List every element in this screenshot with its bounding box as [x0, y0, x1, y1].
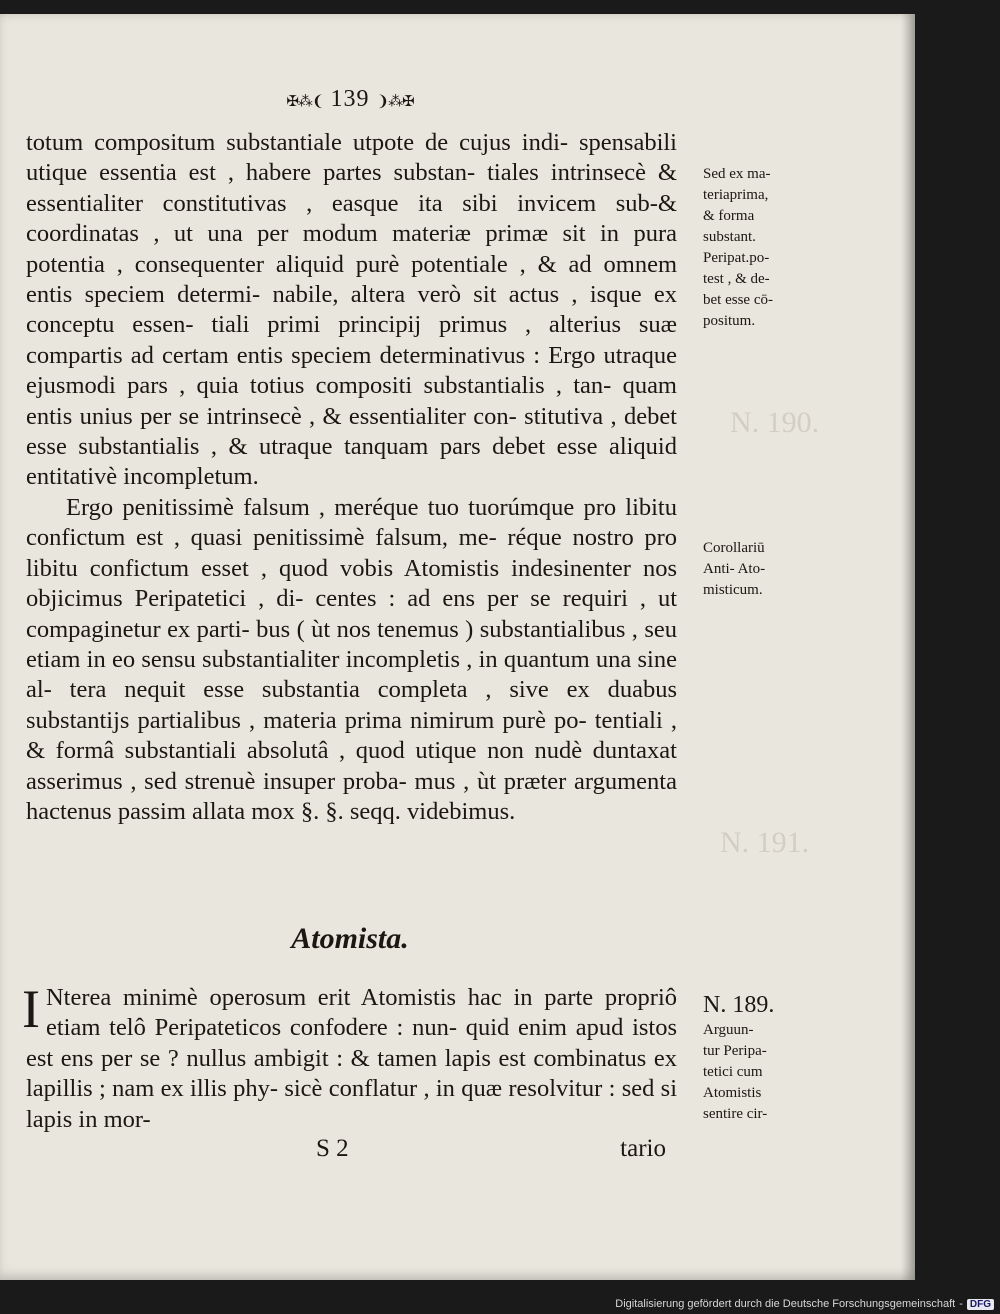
text-line: Ergo penitissimè falsum , meréque tuo tuorúmque: [66, 493, 584, 521]
text-line: tera nequit esse substantia completa , sive ex duabus: [69, 676, 677, 704]
margin-line: tetici cum: [703, 1064, 763, 1080]
text-line: substantijs partialibus , materia prima nimirum purè po-: [26, 706, 595, 734]
section-2-text: [22, 979, 678, 1135]
text-line: réque nostro pro libitu confictum esset , quod vobis: [26, 524, 677, 582]
margin-line: sentire cir-: [703, 1106, 768, 1122]
main-text: [26, 128, 677, 827]
catchword: tario: [620, 1135, 666, 1162]
text-line: quam entis unius per se intrinsecè , & essentialiter con-: [26, 372, 677, 430]
section-heading: Atomista.: [291, 922, 409, 955]
text-line: Atomistis indesinenter nos objicimus Peripatetici , di-: [26, 554, 677, 613]
marginal-note-2: [703, 538, 765, 601]
text-line: mus , ùt præter argumenta hactenus passim allata mox: [26, 767, 677, 825]
text-line: centes : ad ens per se requiri , ut compaginetur ex parti-: [26, 585, 678, 643]
text-line: tiales intrinsecè & essentialiter constitutivas , easque: [26, 159, 677, 217]
margin-line: Anti- Ato-: [703, 561, 766, 577]
text-line: stitutiva , debet esse substantialis , & utraque tanquam: [26, 402, 677, 461]
margin-line: teriaprima,: [703, 187, 769, 203]
right-ornament: ❩⁂✠: [376, 94, 414, 110]
text-line: pro libitu confictum est , quasi penitissimè falsum, me-: [26, 493, 677, 552]
text-line: sensu substantialiter incompletis , in quantum una sine al-: [26, 645, 677, 704]
text-line: totum compositum substantiale utpote de cujus indi-: [26, 129, 579, 156]
text-line: purè potentiale , & ad omnem entis speciem determi-: [26, 250, 677, 309]
text-line: ita sibi invicem sub-& coordinatas , ut una per modum: [26, 189, 677, 248]
margin-line: Arguun-: [703, 1022, 754, 1038]
drop-cap: I: [22, 979, 40, 1039]
credit-text: Digitalisierung gefördert durch die Deutsche Forschungsgemeinschaft: [615, 1298, 956, 1310]
text-line: propriô etiam telô Peripateticos confodere : nun-: [45, 984, 677, 1042]
margin-line: Sed ex ma-: [703, 166, 771, 182]
text-line: tiali primi principij primus , alterius suæ compartis ad: [26, 311, 677, 369]
text-line: spensabili utique essentia est , habere partes substan-: [26, 129, 677, 187]
marginal-note-1: [703, 164, 773, 332]
text-line: certam entis speciem determinativus : Ergo utraque: [162, 341, 677, 369]
bleed-through-text: N. 191.: [720, 826, 810, 859]
margin-line: tur Peripa-: [703, 1043, 767, 1059]
dfg-logo-icon: DFG: [967, 1299, 994, 1310]
margin-line: test , & de-: [703, 271, 770, 287]
text-line: ejusmodi pars , quia totius compositi substantialis , tan-: [26, 372, 623, 400]
margin-number: N. 189.: [703, 992, 775, 1018]
margin-line: substant.: [703, 229, 756, 245]
bleed-through-text: N. 190.: [730, 406, 820, 439]
margin-line: & forma: [703, 208, 755, 224]
margin-line: Peripat.po-: [703, 250, 770, 266]
text-line: §. §. seqq. videbimus.: [300, 797, 516, 825]
paragraph-1: [26, 128, 677, 493]
text-line: nudè duntaxat asserimus , sed strenuè insuper proba-: [26, 737, 677, 795]
page-header: [250, 86, 450, 113]
margin-line: Corollariū: [703, 540, 765, 556]
text-line: bus ( ùt nos tenemus ) substantialibus , seu etiam in eo: [26, 615, 677, 673]
paragraph-2: [26, 493, 677, 827]
digitization-credit: Digitalisierung gefördert durch die Deutsche Forschungsgemeinschaft - DFG: [615, 1298, 994, 1310]
page-number: 139: [330, 86, 370, 112]
margin-line: misticum.: [703, 582, 763, 598]
text-line: tentiali , & formâ substantiali absolutâ , quod utique non: [26, 706, 677, 765]
marginal-note-3: [703, 990, 774, 1125]
left-ornament: ✠⁂❨: [286, 94, 324, 110]
text-line: materiæ primæ sit in pura potentia , consequenter aliquid: [26, 220, 677, 278]
margin-line: positum.: [703, 313, 756, 329]
text-line: quid enim apud istos est ens per se ? nullus ambigit :: [26, 1014, 678, 1072]
margin-line: bet esse cō-: [703, 292, 773, 308]
text-line: & tamen lapis est combinatus ex lapillis ; nam ex illis phy-: [26, 1044, 677, 1103]
text-line: Nterea minimè operosum erit Atomistis hac in parte: [45, 984, 605, 1011]
text-line: nabile, altera verò sit actus , isque ex conceptu essen-: [26, 281, 678, 339]
text-line: pars debet esse aliquid entitativè incompletum.: [26, 433, 677, 491]
signature-mark: S 2: [316, 1135, 349, 1162]
margin-line: Atomistis: [703, 1085, 762, 1101]
document-page: [0, 14, 915, 1280]
text-line: sicè conflatur , in quæ resolvitur : sed si lapis in mor-: [26, 1075, 677, 1133]
